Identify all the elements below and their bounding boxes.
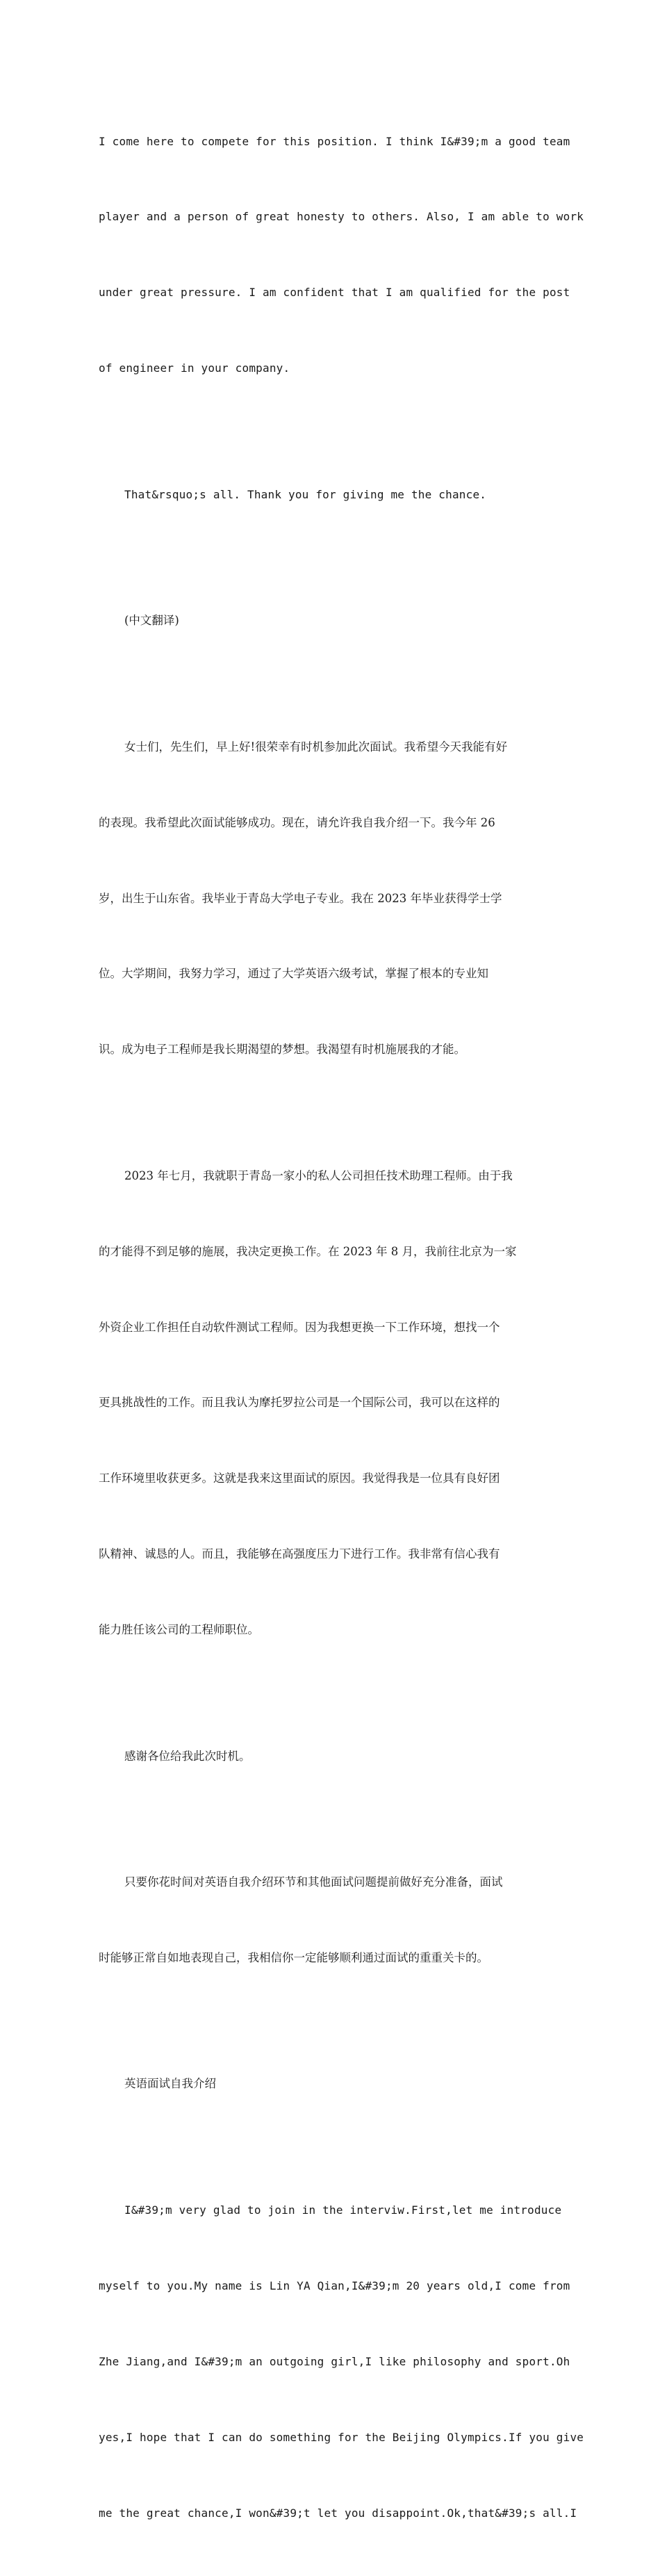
text-line: I come here to compete for this position. I think I&#39;m a good team	[99, 134, 570, 148]
text-line: 能力胜任该公司的工程师职位。	[99, 1623, 259, 1637]
english-paragraph-1	[99, 79, 584, 432]
english-paragraph-2	[99, 432, 561, 557]
text-line: 位。大学期间，我努力学习，通过了大学英语六级考试，掌握了根本的专业知	[99, 967, 488, 981]
text-line: 岁，出生于山东省。我毕业于青岛大学电子专业。我在 2023 年毕业获得学士学	[99, 891, 502, 905]
text-line: 队精神、诚恳的人。而且，我能够在高强度压力下进行工作。我非常有信心我有	[99, 1547, 500, 1561]
chinese-paragraph-3	[99, 1693, 561, 1819]
text-line: 的才能得不到足够的施展，我决定更换工作。在 2023 年 8 月，我前往北京为一家	[99, 1244, 517, 1258]
text-line: 的表现。我希望此次面试能够成功。现在，请允许我自我介绍一下。我今年 26	[99, 815, 495, 829]
document-page	[99, 79, 584, 2576]
text-line: 工作环境里收获更多。这就是我来这里面试的原因。我觉得我是一位具有良好团	[99, 1472, 500, 1485]
text-line: myself to you.My name is Lin YA Qian,I&#39;m 20 years old,I come from	[99, 2279, 570, 2292]
text-line: 感谢各位给我此次时机。	[124, 1749, 251, 1763]
chinese-paragraph-1	[99, 684, 561, 1113]
text-line: I&#39;m very glad to join in the interviw.First,let me introduce	[124, 2203, 562, 2217]
chinese-paragraph-2	[99, 1113, 561, 1693]
text-line: Zhe Jiang,and I&#39;m an outgoing girl,I like philosophy and sport.Oh	[99, 2354, 570, 2368]
text-line: of engineer in your company.	[99, 361, 290, 375]
text-line: 识。成为电子工程师是我长期渴望的梦想。我渴望有时机施展我的才能。	[99, 1043, 465, 1057]
text-line: 只要你花时间对英语自我介绍环节和其他面试问题提前做好充分准备，面试	[124, 1875, 503, 1889]
text-line: That&rsquo;s all. Thank you for giving me the chance.	[124, 487, 487, 501]
text-line: 英语面试自我介绍	[124, 2077, 216, 2091]
chinese-paragraph-4	[99, 1819, 561, 2021]
text-line: yes,I hope that I can do something for the Beijing Olympics.If you give	[99, 2430, 584, 2444]
section-heading	[99, 2021, 561, 2147]
text-line: (中文翻译)	[124, 614, 179, 628]
text-line: 2023 年七月，我就职于青岛一家小的私人公司担任技术助理工程师。由于我	[124, 1168, 513, 1182]
text-line: under great pressure. I am confident that I am qualified for the post	[99, 286, 570, 300]
english-paragraph-3	[99, 2147, 584, 2576]
translation-heading	[99, 558, 561, 684]
text-line: player and a person of great honesty to others. Also, I am able to work	[99, 210, 584, 224]
text-line: me the great chance,I won&#39;t let you disappoint.Ok,that&#39;s all.I	[99, 2506, 577, 2520]
text-line: 外资企业工作担任自动软件测试工程师。因为我想更换一下工作环境，想找一个	[99, 1320, 500, 1334]
text-line: 时能够正常自如地表现自己，我相信你一定能够顺利通过面试的重重关卡的。	[99, 1950, 488, 1964]
text-line: 女士们，先生们，早上好!很荣幸有时机参加此次面试。我希望今天我能有好	[124, 740, 508, 753]
text-line: 更具挑战性的工作。而且我认为摩托罗拉公司是一个国际公司，我可以在这样的	[99, 1396, 500, 1410]
